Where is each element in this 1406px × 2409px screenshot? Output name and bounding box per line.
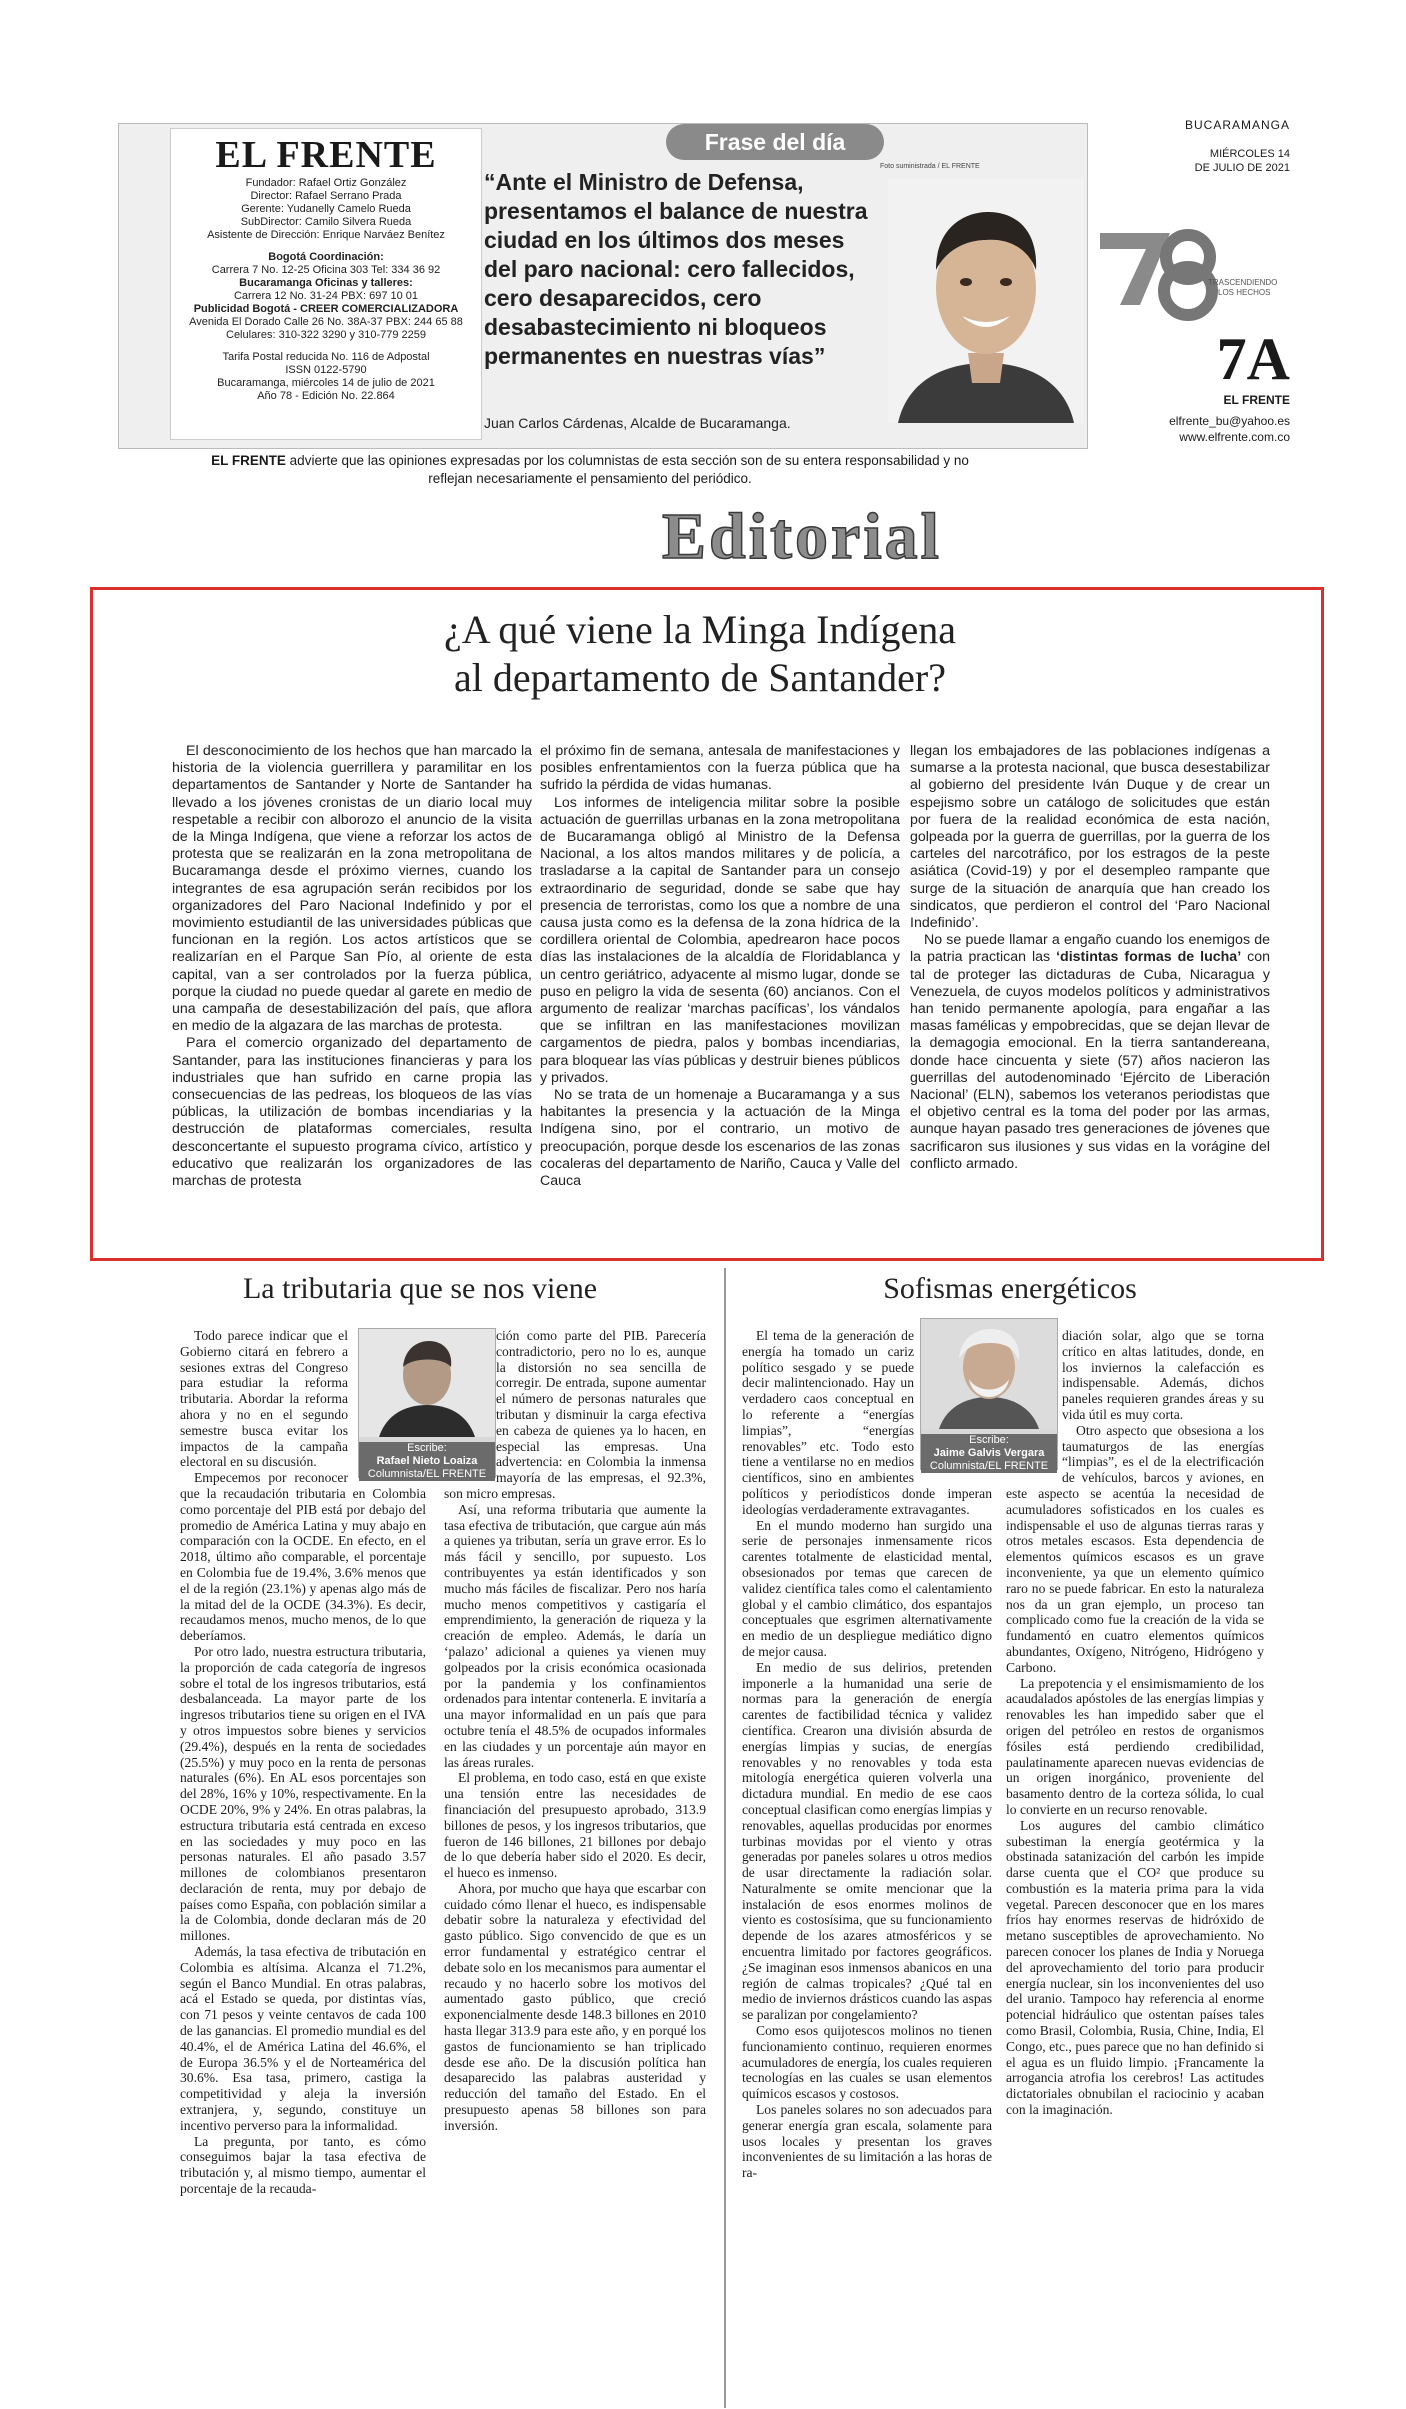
anniversary-text: TRASCENDIENDO xyxy=(1208,278,1278,287)
paragraph: diación solar, algo que se torna crítico en altas latitudes, donde, en los inviernos la calefacción es indispensable. Además, dichos paneles requieren grandes áreas y su vida útil es muy corta. xyxy=(1062,1328,1264,1422)
city-label: BUCARAMANGA xyxy=(1184,118,1290,132)
editorial-title xyxy=(120,606,1280,702)
column-divider xyxy=(724,1268,726,2408)
frase-del-dia-tab: Frase del día xyxy=(666,124,884,160)
disclaimer xyxy=(200,452,980,488)
staff-box xyxy=(170,128,482,440)
email-link[interactable]: elfrente_bu@yahoo.es xyxy=(1169,414,1290,428)
staff-list xyxy=(171,177,481,403)
tributaria-text-col2 xyxy=(444,1328,706,2134)
web-link[interactable]: www.elfrente.com.co xyxy=(1179,430,1290,444)
brand-small: EL FRENTE xyxy=(1223,393,1290,407)
postal-line: Bucaramanga, miércoles 14 de julio de 2021 xyxy=(217,377,435,389)
tributaria-text-col1 xyxy=(180,1328,426,2197)
photo-spacer xyxy=(348,1328,426,1478)
paragraph: En el mundo moderno han surgido una serie de personajes inmensamente ricos carentes totalmente de elasticidad mental, obsesionados por temas que carecen de validez científica tales como el calentamiento global y el cambio climático, dos espantajos conceptuales que esgrimen alternativamente en medio de un despliegue mediático digno de mejor causa. xyxy=(742,1517,992,1659)
disclaimer-text: advierte que las opiniones expresadas por los columnistas de esta sección son de su entera responsabilidad y no reflejan necesariamente el pensamiento del periódico. xyxy=(285,453,969,486)
emphasis-text: ‘distintas formas de lucha’ xyxy=(1056,949,1242,966)
paragraph: La pregunta, por tanto, es cómo conseguimos bajar la tasa efectiva de tributación y, al mismo tiempo, aumentar el porcentaje de la recauda- xyxy=(180,2133,426,2197)
photo-spacer xyxy=(444,1328,496,1478)
mayor-portrait xyxy=(888,178,1084,423)
disclaimer-brand: EL FRENTE xyxy=(211,453,286,468)
paragraph: No se trata de un homenaje a Bucaramanga y a sus habitantes la presencia y la actuación de la Minga Indígena sino, por el contrario, un motivo de preocupación, porque desde los escenarios de las zonas cocaleras del departamento de Nariño, Cauca y Valle del Cauca xyxy=(540,1087,900,1190)
paragraph: Los paneles solares no son adecuados para generar energía gran escala, solamente para usos locales y presentan los graves inconvenientes de su limitación a las horas de ra- xyxy=(742,2102,992,2181)
author-role: Columnista/EL FRENTE xyxy=(367,1468,487,1480)
paragraph: Para el comercio organizado del departamento de Santander, para las instituciones financieras y para los industriales que han sufrido en carne propia las consecuencias de las pedreas, los bloqueos de las vías públicas, la utilización de bombas incendiarias y la destrucción de plataformas comerciales, resulta desconcertante el supuesto programa cívico, artístico y educativo que realizarán los organizadores de las marchas de protesta xyxy=(172,1035,532,1190)
editorial-column-2 xyxy=(540,743,900,1190)
paragraph: Los augures del cambio climático subestiman la energía geotérmica y la obstinada satanización del carbón les impide darse cuenta que el CO² que produce su combustión es la materia prima para la vida vegetal. Parecen desconocer que en los mares fríos hay enormes reservas de hidróxido de metano susceptibles de aprovechamiento. No parecen conocer los planes de India y Noruega del aprovechamiento del torio para producir energía nuclear, sin los inconvenientes del uso del uranio. Tampoco hay referencia al enorme potencial hidráulico que ostentan países tales como Brasil, Colombia, Rusia, Chine, India, El Congo, etc., pues parece que no han definido si el agua es un fluido limpio. ¡Francamente la arrogancia atrofia los cerebros! Las actitudes dictatoriales obnubilan el raciocinio y acaban con la imaginación. xyxy=(1006,1817,1264,2118)
sofismas-text-col2 xyxy=(1006,1328,1264,2118)
paragraph-text: con tal de proteger las dictaduras de Cuba, Nicaragua y Venezuela, de cuyos modelos políticos y administrativos han tenido permanente apología, para engañar a las masas famélicas y empobrecidas, que se dejan llevar de la demagogia emocional. En la tierra santandereana, donde hace cincuenta y siete (57) años nacieron las guerrillas del autodenominado ‘Ejército de Liberación Nacional’ (ELN), sabemos los veteranos periodistas que el objetivo central es la toma del poder por las armas, aunque hayan pasado tres generaciones de jóvenes que sacrificaron sus ilusiones y sus vidas en la vorágine del conflicto armado. xyxy=(910,949,1270,1172)
editorial-column-1 xyxy=(172,743,532,1190)
paragraph: Como esos quijotescos molinos no tienen funcionamiento continuo, requieren enormes acumuladores de energía, los cuales requieren tecnologías en las cuales se usan elementos químicos escasos y costosos. xyxy=(742,2023,992,2102)
staff-line: Fundador: Rafael Ortiz González xyxy=(245,177,407,189)
author-label: Escribe: xyxy=(407,1442,447,1454)
staff-line: Gerente: Yudanelly Camelo Rueda xyxy=(241,203,411,215)
contact-line: Bogotá Coordinación: xyxy=(268,251,384,263)
contact-line: Celulares: 310-322 3290 y 310-779 2259 xyxy=(226,329,426,341)
paragraph: Ahora, por mucho que haya que escarbar con cuidado cómo llenar el hueco, es indispensable debatir sobre la naturaleza y efectividad del gasto público. Sigo convencido de que es un error fundamental y estratégico centrar el debate solo en los mecanismos para aumentar el recaudo y no hacerlo sobre los motivos del aumentado gasto público, que creció exponencialmente desde 148.3 billones en 2010 hasta llegar 313.9 para este año, y en porqué los gastos de funcionamiento se han triplicado desde ese año. De la discusión política han desaparecido las palabras austeridad y reducción del tamaño del Estado. En el presupuesto apenas 58 billones son para inversión. xyxy=(444,1880,706,2133)
postal-line: ISSN 0122-5790 xyxy=(285,364,367,376)
editorial-title-line: al departamento de Santander? xyxy=(454,655,946,700)
staff-line: Asistente de Dirección: Enrique Narváez Benítez xyxy=(207,229,445,241)
editorial-column-3 xyxy=(910,743,1270,1173)
quote-author: Juan Carlos Cárdenas, Alcalde de Bucaramanga. xyxy=(484,415,791,431)
paragraph: El desconocimiento de los hechos que han marcado la historia de la violencia guerrillera y paramilitar en los departamentos de Santander y Norte de Santander ha llevado a los jóvenes cronistas de un diario local muy respetable a recibir con alborozo el anuncio de la visita de la Minga Indígena, que viene a reforzar los actos de protesta que se realizarán en la zona metropolitana de Bucaramanga desde el próximo viernes, cuando los integrantes de esa agrupación serán recibidos por los organizadores del Paro Nacional Indefinido y por el movimiento estudiantil de las universidades públicas que funcionan en la región. Los actos artísticos que se realizarían en el Parque San Pío, al oriente de esta capital, van a ser controlados por la fuerza pública, porque la ciudad no puede quedar al garete en medio de una campaña de desestabilización del país, que aflora en medio de la algazara de las marchas de protesta. xyxy=(172,743,532,1035)
newspaper-logo: EL FRENTE xyxy=(215,134,437,176)
editorial-section-banner xyxy=(522,500,1082,572)
paragraph: El problema, en todo caso, está en que existe una tensión entre las necesidades de financiación del presupuesto aprobado, 313.9 billones de pesos, y los ingresos tributarios, que fueron de 146 billones, 21 billones por debajo de lo que debería haber sido el 2020. Es decir, el hueco es inmenso. xyxy=(444,1770,706,1881)
staff-line: Director: Rafael Serrano Prada xyxy=(250,190,402,202)
column-title-sofismas: Sofismas energéticos xyxy=(883,1272,1137,1305)
paragraph: Además, la tasa efectiva de tributación en Colombia es altísima. Alcanza el 71.2%, según el Banco Mundial. En otras palabras, acá el Estado se queda, por distintas vías, con 71 pesos y veinte centavos de cada 100 de las ganancias. El promedio mundial es del 40.4%, el de América Latina del 46.6%, el de Europa 36.5% y el de Norteamérica del 30.6%. Esa tasa, primero, castiga la competitividad y aleja la inversión extranjera, y, segundo, constituye un incentivo perverso para la informalidad. xyxy=(180,1944,426,2133)
author-name: Rafael Nieto Loaiza xyxy=(376,1455,478,1467)
contact-line: Bucaramanga Oficinas y talleres: xyxy=(239,277,413,289)
author-label: Escribe: xyxy=(969,1434,1009,1446)
contact-links xyxy=(1100,413,1290,445)
photo-spacer xyxy=(914,1328,992,1478)
paragraph: Por otro lado, nuestra estructura tributaria, la proporción de cada categoría de ingresos sobre el total de los ingresos tributarios, está desbalanceada. La mayor parte de los ingresos tributarios tiene su origen en el IVA y otros impuestos sobre bienes y servicios (29.4%), después en la renta de sociedades (25.5%) y muy poco en la renta de personas naturales (6%). En AL esos porcentajes son del 28%, 16% y 10%, respectivamente. En la OCDE 20%, 9% y 24%. En otras palabras, la estructura tributaria está centrada en exceso en las sociedades y muy poco en las personas naturales. El año pasado 3.57 millones de colombianos presentaron declaración de renta, muy por debajo de países como España, con población similar a la de Colombia, donde declaran más de 20 millones. xyxy=(180,1643,426,1944)
editorial-banner-text: Editorial xyxy=(661,500,943,573)
contact-line: Carrera 12 No. 31-24 PBX: 697 10 01 xyxy=(233,290,419,302)
staff-line: SubDirector: Camilo Silvera Rueda xyxy=(240,216,412,228)
paragraph: el próximo fin de semana, antesala de manifestaciones y posibles enfrentamientos con la fuerza pública que ha sufrido la pérdida de vidas humanas. xyxy=(540,743,900,794)
paragraph xyxy=(910,932,1270,1173)
editorial-title-line: ¿A qué viene la Minga Indígena xyxy=(443,607,957,652)
paragraph: llegan los embajadores de las poblaciones indígenas a sumarse a la protesta nacional, que busca desestabilizar al gobierno del presidente Iván Duque y de crear un espejismo sobre un catálogo de solicitudes que están por fuera de la realidad económica de esta nación, golpeada por la guerra de guerrillas, por la guerra de los carteles del narcotráfico, por los estragos de la peste asiática (Covid-19) y por el desempleo rampante que surge de la situación de anarquía que han creado los sindicatos, que perdieron el control del ‘Paro Nacional Indefinido’. xyxy=(910,743,1270,932)
postal-line: Tarifa Postal reducida No. 116 de Adpostal xyxy=(222,351,430,363)
anniversary-text: LOS HECHOS xyxy=(1218,288,1271,297)
date-line: MIÉRCOLES 14 xyxy=(1209,148,1290,160)
date-line: DE JULIO DE 2021 xyxy=(1194,162,1290,174)
paragraph-text: No se puede llamar a engaño cuando los enemigos de la patria practican las xyxy=(910,932,1270,966)
anniversary-78-logo xyxy=(1100,225,1278,325)
author-name: Jaime Galvis Vergara xyxy=(933,1447,1045,1459)
contact-line: Carrera 7 No. 12-25 Oficina 303 Tel: 334 36 92 xyxy=(211,264,441,276)
postal-line: Año 78 - Edición No. 22.864 xyxy=(257,390,395,402)
paragraph: La prepotencia y el ensimismamiento de los acaudalados apóstoles de las energías limpias y renovables les han impedido saber que el origen del petróleo en restos de organismos fósiles está perdiendo credibilidad, paulatinamente aparecen nuevas evidencias de un origen inorgánico, proveniente del basamento dentro de la corteza sólida, lo cual lo convierte en un recurso renovable. xyxy=(1006,1675,1264,1817)
paragraph: ción como parte del PIB. Parecería contradictorio, pero no lo es, aunque la distorsión no sea sencilla de corregir. De entrada, supone aumentar el número de personas naturales que tributan y disminuir la carga efectiva en cabeza de quienes ya lo hacen, en especial las empresas. Una advertencia: en Colombia la inmensa mayoría de las empresas, el 92.3%, son micro empresas. xyxy=(444,1328,706,1501)
author-role: Columnista/EL FRENTE xyxy=(929,1460,1049,1472)
paragraph: Otro aspecto que obsesiona a los taumaturgos de las energías “limpias”, es el de la electrificación de vehículos, barcos y aviones, en este aspecto se acentúa la necesidad de acumuladores sofisticados en los cuales es indispensable el uso de algunas tierras raras y otros metales escasos. Esta dependencia de elementos químicos escasos es un grave inconveniente, ya que un elemento químico raro no se puede fabricar. En esto la naturaleza nos da un gran ejemplo, un proceso tan complicado como fue la creación de la vida se fundamentó en cuatro elementos químicos abundantes, Oxígeno, Nitrógeno, Hidrógeno y Carbono. xyxy=(1006,1422,1264,1675)
paragraph: Todo parece indicar que el Gobierno citará en febrero a sesiones extras del Congreso para estudiar la reforma tributaria. Abordar la reforma ahora y no en el segundo semestre busca evitar los impactos de la campaña electoral en su discusión. xyxy=(180,1328,348,1470)
paragraph: Empecemos por reconocer que la recaudación tributaria en Colombia como porcentaje del PIB está por debajo del promedio de América Latina y muy abajo en comparación con la OCDE. En efecto, en el 2018, último año comparable, el porcentaje en Colombia fue de 19.4%, 3.6% menos que el de la región (23.1%) y apenas algo más de la mitad del de la OCDE (34.3%). Es decir, recaudamos menos, mucho menos, de lo que deberíamos. xyxy=(180,1470,426,1644)
page-number: 7A xyxy=(1216,326,1290,392)
paragraph: El tema de la generación de energía ha tomado un cariz político sesgado y se puede decir malintencionado. Hay un verdadero caos conceptual en lo referente a “energías limpias”, “energías renovables” etc. Todo esto tiene a ventilarse no en medios científicos, sino en ambientes políticos y periodísticos donde imperan ideologías verdaderamente extravagantes. xyxy=(742,1328,992,1517)
contact-line: Avenida El Dorado Calle 26 No. 38A-37 PBX: 244 65 88 xyxy=(189,316,463,328)
paragraph: Los informes de inteligencia militar sobre la posible actuación de guerrillas urbanas en la zona metropolitana de Bucaramanga obligó al Ministro de la Defensa Nacional, a los altos mandos militares y de policía, a trasladarse a la capital de Santander para un consejo extraordinario de seguridad, donde se sabe que hay presencia de terroristas, como los que a nombre de una causa justa como es la defensa de la zona hídrica de la cordillera oriental de Colombia, apedrearon hace pocos días las instalaciones de la alcaldía de Floridablanca y un centro geriátrico, adyacente al mismo lugar, donde se puso en peligro la vida de sesenta (60) ancianos. Con el argumento de realizar ‘marchas pacíficas’, los vándalos que se infiltran en las manifestaciones movilizan cargamentos de piedra, palos y bombas incendiarias, para bloquear las vías públicas y destruir bienes públicos y privados. xyxy=(540,794,900,1086)
paragraph: Así, una reforma tributaria que aumente la tasa efectiva de tributación, que cargue aún más a quienes ya tributan, sería un grave error. Es lo más fácil y sencillo, por supuesto. Los contribuyentes ya están identificados y son mucho más fáciles de fiscalizar. Pero nos haría mucho menos competitivos y castigaría el emprendimiento, la generación de riqueza y la creación de empleo. Además, le daría un ‘palazo’ adicional a quienes ya vienen muy golpeados por la crisis económica ocasionada por la pandemia y los confinamientos ordenados para intentar contenerla. E invitaría a una mayor informalidad en un país que para octubre tenía el 48.5% de ocupados informales en las ciudades y un porcentaje aún mayor en las áreas rurales. xyxy=(444,1501,706,1770)
photo-spacer xyxy=(1006,1328,1062,1474)
sofismas-text-col1 xyxy=(742,1328,992,2181)
date-label xyxy=(1100,147,1290,175)
quote-text: “Ante el Ministro de Defensa, presentamos el balance de nuestra ciudad en los últimos dos meses del paro nacional: cero fallecidos, cero desaparecidos, cero desabastecimiento ni bloqueos permanentes en nuestras vías” xyxy=(484,169,868,369)
column-title-tributaria: La tributaria que se nos viene xyxy=(242,1272,598,1305)
contact-line: Publicidad Bogotá - CREER COMERCIALIZADORA xyxy=(193,303,459,315)
paragraph: En medio de sus delirios, pretenden imponerle a la humanidad una serie de normas para la generación de energía carentes de factibilidad técnica y validez científica. Crearon una división absurda de energías limpias y sucias, de energías renovables y no renovables y toda esta mitología energética quieren volverla una dictadura mundial. En medio de ese caos conceptual clasifican como energías limpias y renovables, aquellas producidas por enormes turbinas movidas por el viento y otras generadas por paneles solares u otros medios de usar directamente la radiación solar. Naturalmente se omite mencionar que la instalación de esos enormes molinos de viento es costosísima, que su funcionamiento depende de los azares atmosféricos y se encuentra limitado por factores geográficos. ¿Se imaginan esos inmensos abanicos en una región de calmas tropicales? ¿Qué tal en medio de inviernos drásticos cuando las aspas se paralizan por congelamiento? xyxy=(742,1659,993,2023)
photo-credit: Foto suministrada / EL FRENTE xyxy=(880,163,980,170)
